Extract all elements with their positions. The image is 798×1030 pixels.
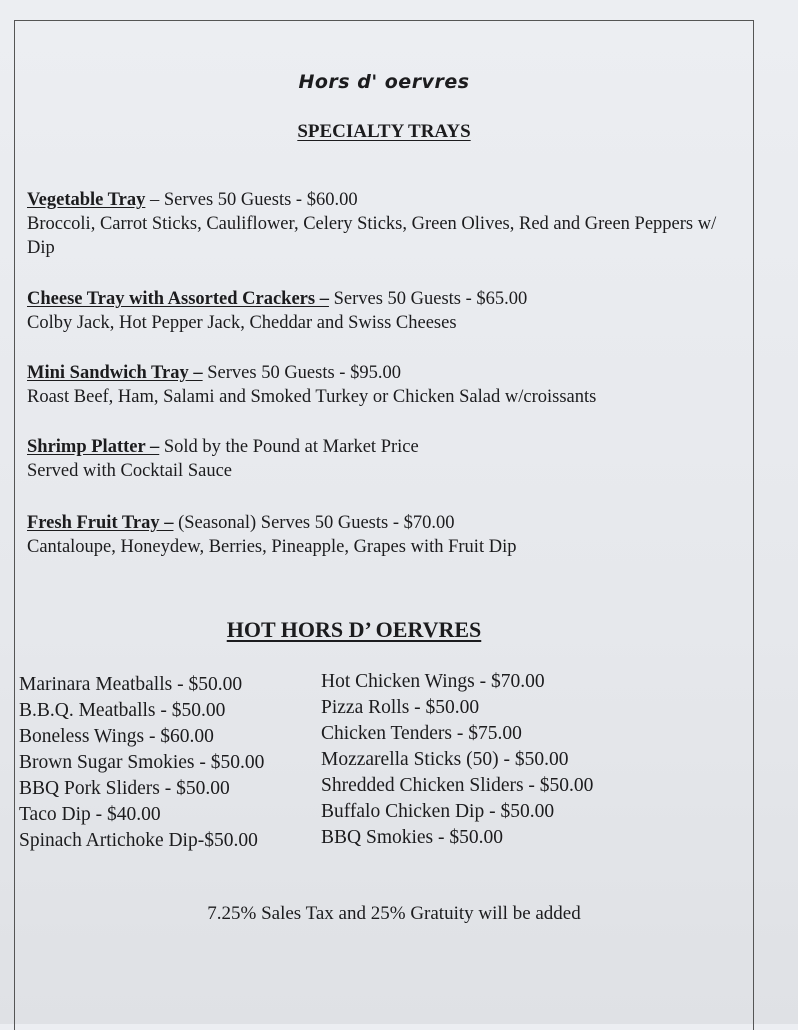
- tray-description: Broccoli, Carrot Sticks, Cauliflower, Celery Sticks, Green Olives, Red and Green Peppers w/ Dip: [27, 214, 717, 258]
- tray-name: Shrimp Platter –: [27, 437, 160, 457]
- tray-item: [27, 361, 743, 409]
- tray-detail: Serves 50 Guests - $95.00: [202, 363, 401, 383]
- tax-gratuity-note: 7.25% Sales Tax and 25% Gratuity will be added: [207, 903, 581, 924]
- tray-item: [27, 435, 743, 483]
- list-item: Chicken Tenders - $75.00: [321, 723, 522, 744]
- list-item: BBQ Smokies - $50.00: [321, 827, 504, 848]
- tray-name: Vegetable Tray: [27, 190, 146, 210]
- hot-items-left-column: [19, 672, 264, 854]
- list-item: B.B.Q. Meatballs - $50.00: [19, 700, 226, 721]
- tray-detail: Serves 50 Guests - $65.00: [328, 289, 528, 309]
- tray-name: Fresh Fruit Tray –: [27, 513, 174, 533]
- menu-page: [14, 20, 754, 1030]
- tray-description: Served with Cocktail Sauce: [27, 461, 232, 481]
- list-item: Buffalo Chicken Dip - $50.00: [321, 801, 555, 822]
- tray-description: Roast Beef, Ham, Salami and Smoked Turkey or Chicken Salad w/croissants: [27, 387, 597, 407]
- list-item: Spinach Artichoke Dip-$50.00: [19, 830, 258, 851]
- tray-detail: Sold by the Pound at Market Price: [159, 437, 419, 457]
- specialty-trays-heading: SPECIALTY TRAYS: [297, 121, 471, 142]
- tray-description: Colby Jack, Hot Pepper Jack, Cheddar and Swiss Cheeses: [27, 313, 457, 333]
- hot-hors-doeuvres-heading: HOT HORS D’ OERVRES: [226, 617, 482, 642]
- tray-detail: – Serves 50 Guests - $60.00: [145, 190, 358, 210]
- menu-title: Hors d' oervres: [298, 71, 470, 93]
- tray-description: Cantaloupe, Honeydew, Berries, Pineapple, Grapes with Fruit Dip: [27, 537, 517, 557]
- tray-item: [27, 511, 743, 559]
- tray-item: [27, 188, 743, 260]
- list-item: Hot Chicken Wings - $70.00: [321, 671, 545, 692]
- list-item: Pizza Rolls - $50.00: [321, 697, 480, 718]
- list-item: Boneless Wings - $60.00: [19, 726, 214, 747]
- tray-item: [27, 287, 743, 335]
- list-item: Shredded Chicken Sliders - $50.00: [321, 775, 594, 796]
- list-item: Mozzarella Sticks (50) - $50.00: [321, 749, 569, 770]
- hot-items-right-column: [321, 669, 593, 851]
- list-item: Brown Sugar Smokies - $50.00: [19, 752, 265, 773]
- list-item: BBQ Pork Sliders - $50.00: [19, 778, 230, 799]
- tray-name: Mini Sandwich Tray –: [27, 363, 203, 383]
- list-item: Marinara Meatballs - $50.00: [19, 674, 243, 695]
- tray-detail: (Seasonal) Serves 50 Guests - $70.00: [173, 513, 455, 533]
- tray-name: Cheese Tray with Assorted Crackers –: [27, 289, 329, 309]
- list-item: Taco Dip - $40.00: [19, 804, 161, 825]
